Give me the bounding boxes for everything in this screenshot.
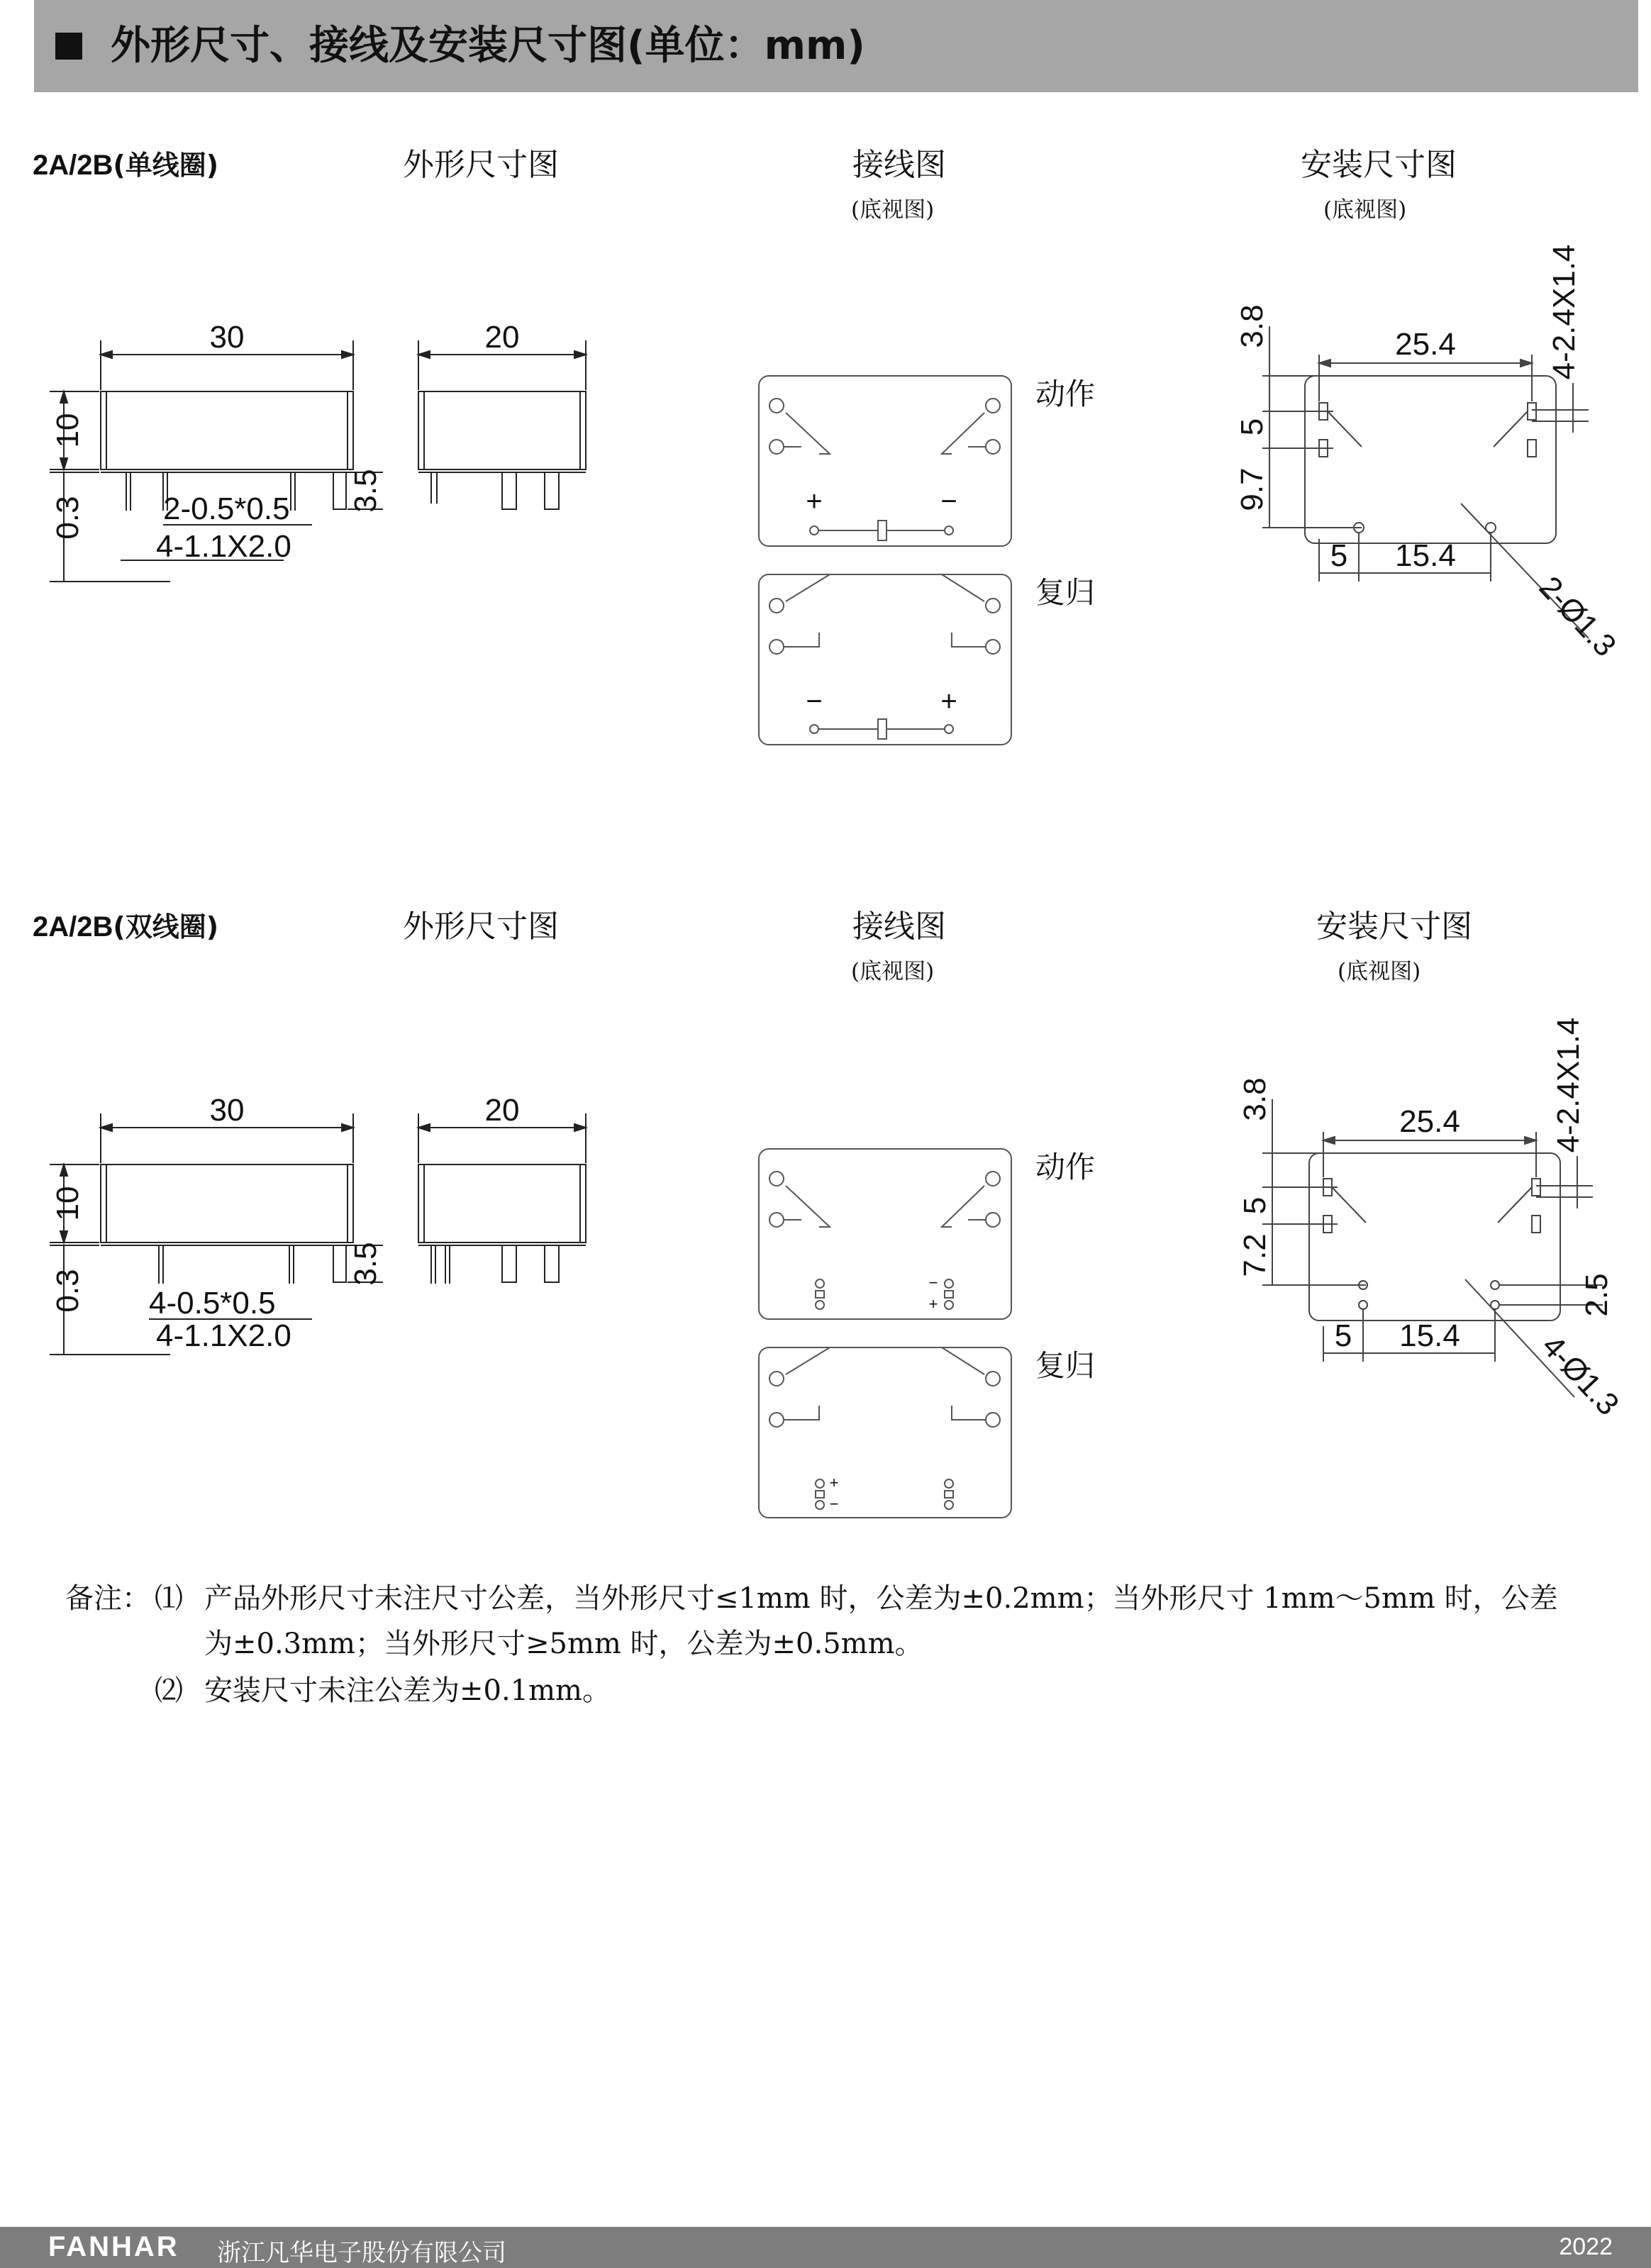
section1-outline-title: 外形尺寸图: [403, 147, 559, 183]
section1-mount-subtitle: (底视图): [1323, 197, 1407, 223]
mount-slot: 4-2.4X1.4: [1551, 1017, 1586, 1153]
note1-marker: ⑴: [155, 1582, 183, 1615]
note2-marker: ⑵: [155, 1674, 183, 1707]
section1-wiring-diagram: [752, 369, 1096, 752]
header-banner: [34, 0, 1638, 92]
wiring-action-box: [759, 1149, 1011, 1319]
footer-year: 2022: [1559, 2233, 1613, 2260]
mount-outline: [1309, 1153, 1560, 1321]
section2-outline-drawing: [43, 1085, 610, 1369]
section2-wiring-title: 接线图: [852, 908, 946, 945]
wiring-reset-label: 复归: [1035, 575, 1096, 610]
coil-plus-sign: +: [806, 486, 823, 517]
note1-line1: 产品外形尺寸未注尺寸公差，当外形尺寸≤1mm 时，公差为±0.2mm；当外形尺寸 1mm～5mm 时，公差: [204, 1582, 1558, 1615]
section2-wiring-diagram: [752, 1142, 1096, 1525]
square-bullet-icon: [55, 33, 82, 60]
section2-wiring-subtitle: (底视图): [851, 959, 935, 984]
dim-height: 10: [50, 1186, 85, 1221]
dim-length: 30: [209, 320, 245, 355]
coil-plus-sign-2: +: [940, 686, 957, 717]
relay-side-body: [418, 391, 586, 469]
dim-pin-length: 3.5: [348, 469, 383, 513]
coil-minus-sign-2: −: [806, 686, 823, 717]
section2-label: 2A/2B(双线圈): [33, 911, 219, 943]
section1-wiring-title: 接线图: [852, 147, 946, 183]
dim-length: 30: [209, 1093, 245, 1128]
mount-dim-3-8: 3.8: [1235, 304, 1269, 348]
company-logo: FANHAR: [48, 2231, 179, 2262]
section1-label: 2A/2B(单线圈): [33, 150, 219, 181]
dim-pin-small: 2-0.5*0.5: [163, 491, 290, 526]
mount-dim-9-7: 9.7: [1235, 467, 1269, 511]
dim-width: 20: [484, 320, 520, 355]
section1-mount-diagram: [1220, 241, 1623, 664]
section2-mount-title: 安装尺寸图: [1316, 908, 1472, 945]
wiring-action-label: 动作: [1035, 1150, 1096, 1184]
mount-dim-7-2: 7.2: [1238, 1233, 1272, 1277]
section1-wiring-subtitle: (底视图): [851, 197, 935, 223]
wiring-reset-box: [759, 1347, 1011, 1518]
mount-dim-15-4: 15.4: [1399, 1318, 1460, 1353]
section2-outline-title: 外形尺寸图: [403, 908, 559, 945]
coil-plus-sign-2: +: [829, 1474, 839, 1491]
dim-pin-big: 4-1.1X2.0: [156, 1318, 291, 1353]
mount-pitch: 25.4: [1399, 1104, 1460, 1139]
mount-dim-5-bottom: 5: [1330, 538, 1348, 573]
section1-outline-drawing: [43, 312, 610, 596]
coil-minus-sign: −: [940, 486, 957, 517]
mount-slot: 4-2.4X1.4: [1547, 244, 1581, 380]
mount-hole: 2-Ø1.3: [1532, 569, 1623, 664]
note2-line: 安装尺寸未注公差为±0.1mm。: [204, 1674, 611, 1707]
company-name: 浙江凡华电子股份有限公司: [217, 2239, 506, 2267]
mount-dim-3-8: 3.8: [1238, 1077, 1272, 1121]
mount-dim-5-bottom: 5: [1334, 1318, 1352, 1353]
mount-hole: 4-Ø1.3: [1535, 1328, 1626, 1423]
page-title: 外形尺寸、接线及安装尺寸图(单位：mm): [111, 23, 865, 69]
footer-bar: [0, 2227, 1651, 2268]
mount-outline: [1305, 376, 1556, 543]
wiring-action-label: 动作: [1035, 377, 1096, 411]
dim-gap: 0.3: [50, 496, 85, 540]
mount-dim-2-5: 2.5: [1579, 1273, 1614, 1317]
coil-plus-sign: +: [928, 1295, 938, 1313]
dim-height: 10: [50, 413, 85, 448]
section1-mount-title: 安装尺寸图: [1301, 147, 1457, 183]
wiring-reset-label: 复归: [1035, 1348, 1096, 1383]
dim-pin-big: 4-1.1X2.0: [156, 529, 291, 564]
section2-mount-subtitle: (底视图): [1338, 959, 1421, 984]
mount-dim-5: 5: [1238, 1196, 1272, 1215]
dim-pin-length: 3.5: [348, 1242, 383, 1286]
mount-dim-15-4: 15.4: [1395, 538, 1456, 573]
section2-mount-diagram: [1220, 1014, 1626, 1425]
dim-pin-small: 4-0.5*0.5: [149, 1286, 276, 1321]
coil-minus-sign-2: −: [829, 1495, 839, 1513]
relay-front-body: [101, 391, 353, 469]
note1-line2: 为±0.3mm；当外形尺寸≥5mm 时，公差为±0.5mm。: [204, 1628, 923, 1660]
mount-pitch: 25.4: [1395, 327, 1456, 362]
dim-gap: 0.3: [50, 1269, 85, 1313]
mount-dim-5: 5: [1235, 418, 1269, 436]
dim-width: 20: [484, 1093, 520, 1128]
relay-front-body: [101, 1164, 353, 1243]
coil-minus-sign: −: [928, 1274, 938, 1291]
relay-side-body: [418, 1164, 586, 1243]
notes-prefix: 备注：: [65, 1582, 150, 1615]
